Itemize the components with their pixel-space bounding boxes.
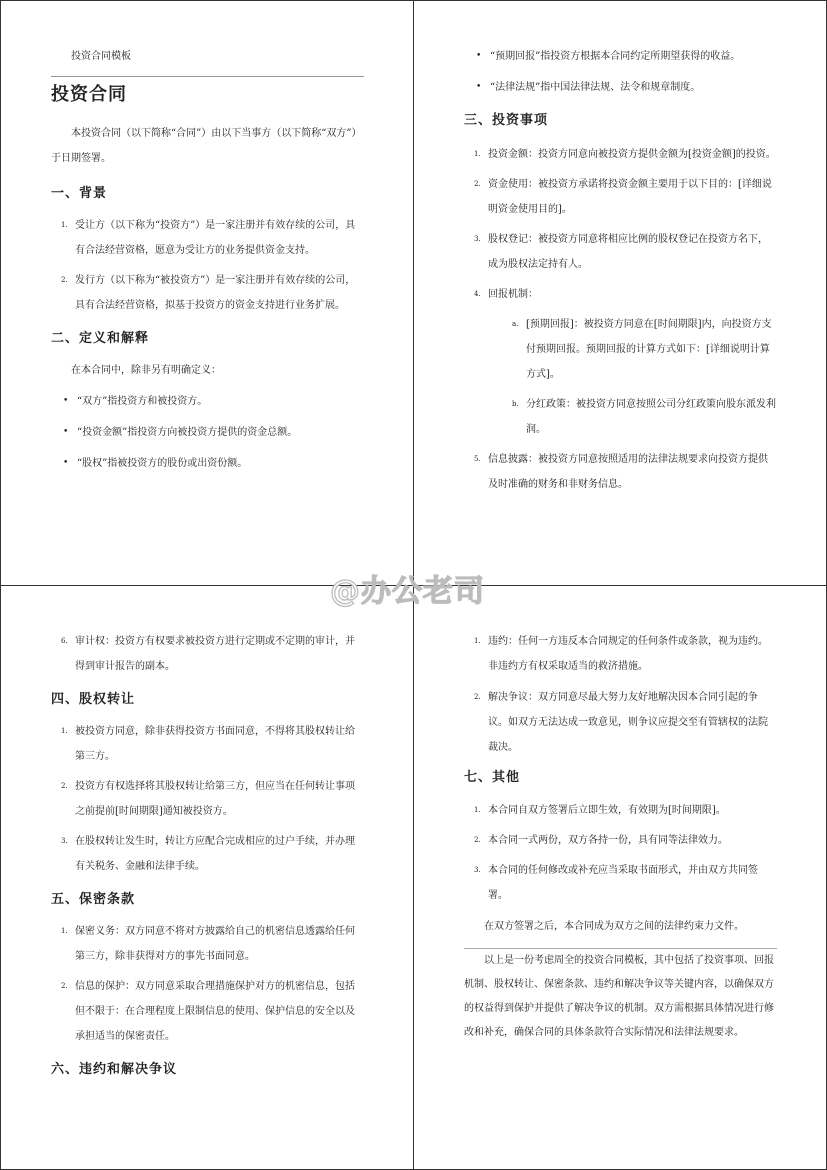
list-marker: 2.	[61, 982, 68, 990]
item-text: 审计权：投资方有权要求被投资方进行定期或不定期的审计，并得到审计报告的副本。	[75, 636, 355, 672]
item-text: 股权登记：被投资方同意将相应比例的股权登记在投资方名下，成为股权法定持有人。	[488, 234, 768, 270]
item-text: 回报机制：	[488, 289, 538, 300]
header-rule	[51, 76, 364, 77]
closing-paragraph: 在双方签署之后，本合同成为双方之间的法律约束力文件。	[484, 921, 744, 932]
list-marker: 5.	[474, 455, 481, 463]
list-marker: 4.	[474, 290, 481, 298]
list-marker: 1.	[474, 150, 481, 158]
item-text: 保密义务：双方同意不将对方披露给自己的机密信息透露给任何第三方，除非获得对方的事先书面同意。	[75, 926, 355, 962]
list-marker: 2.	[474, 836, 481, 844]
item-text: 受让方（以下称为“投资方”）是一家注册并有效存续的公司，具有合法经营资格，愿意为受让方的业务提供资金支持。	[75, 220, 356, 256]
item-text: “股权”指被投资方的股份或出资份额。	[77, 458, 248, 469]
list-item	[464, 858, 777, 908]
section-heading: 五、保密条款	[51, 892, 136, 907]
page-bottom-right	[464, 629, 777, 1045]
item-text: 在股权转让发生时，转让方应配合完成相应的过户手续，并办理有关税务、金融和法律手续。	[75, 836, 355, 872]
definition-item	[51, 389, 364, 414]
list-item	[51, 629, 364, 679]
intro-paragraph: 本投资合同（以下简称“合同”）由以下当事方（以下简称“双方”）于日期签署。	[51, 128, 362, 164]
list-marker: a.	[512, 320, 519, 328]
summary-paragraph: 以上是一份考虑周全的投资合同模板，其中包括了投资事项、回报机制、股权转让、保密条款、违约和解决争议等关键内容，以确保双方的权益得到保护并提供了解决争议的机制。双方需根据具体情况进行修改和补充，确保合同的具体条款符合实际情况和法律法规要求。	[464, 955, 774, 1038]
section-heading: 四、股权转让	[51, 692, 136, 707]
list-marker: •	[63, 396, 69, 406]
list-item	[51, 974, 364, 1049]
list-item	[51, 774, 364, 824]
definition-item	[51, 451, 364, 476]
list-marker: 1.	[474, 806, 481, 814]
item-text: “投资金额”指投资方向被投资方提供的资金总额。	[77, 427, 298, 438]
list-marker: 1.	[61, 927, 68, 935]
item-text: 本合同一式两份，双方各持一份，具有同等法律效力。	[488, 835, 728, 846]
item-text: 解决争议：双方同意尽最大努力友好地解决因本合同引起的争议。如双方无法达成一致意见，则争议应提交至有管辖权的法院裁决。	[488, 692, 768, 753]
list-item	[464, 282, 777, 307]
list-marker: 2.	[61, 276, 68, 284]
list-marker: 3.	[474, 235, 481, 243]
list-marker: 6.	[61, 637, 68, 645]
watermark: @办公老司	[330, 574, 485, 609]
section-heading: 一、背景	[51, 186, 108, 201]
list-item	[51, 919, 364, 969]
item-text: 信息的保护：双方同意采取合理措施保护对方的机密信息，包括但不限于：在合理程度上限制信息的使用、保护信息的安全以及承担适当的保密责任。	[75, 981, 355, 1042]
list-marker: 2.	[474, 693, 481, 701]
item-text: 信息披露：被投资方同意按照适用的法律法规要求向投资方提供及时准确的财务和非财务信息。	[488, 454, 768, 490]
list-marker: •	[476, 82, 482, 92]
item-text: “法律法规”指中国法律法规、法令和规章制度。	[490, 82, 701, 93]
list-item	[51, 268, 364, 318]
definitions-lead: 在本合同中，除非另有明确定义：	[71, 365, 221, 376]
sub-list-item	[464, 392, 777, 442]
definition-item	[464, 44, 777, 69]
list-item	[464, 172, 777, 222]
list-marker: •	[476, 51, 482, 61]
list-item	[51, 719, 364, 769]
page-bottom-left	[51, 629, 364, 1083]
item-text: 本合同的任何修改或补充应当采取书面形式，并由双方共同签署。	[488, 865, 758, 901]
doc-header: 投资合同模板	[71, 51, 131, 62]
definition-item	[464, 75, 777, 100]
item-text: “预期回报”指投资方根据本合同约定所期望获得的收益。	[490, 51, 741, 62]
list-marker: 2.	[474, 180, 481, 188]
item-text: 资金使用：被投资方承诺将投资金额主要用于以下目的：[详细说明资金使用目的]。	[488, 179, 772, 215]
list-item	[464, 798, 777, 823]
item-text: “双方”指投资方和被投资方。	[77, 396, 208, 407]
list-marker: 2.	[61, 782, 68, 790]
item-text: 投资方有权选择将其股权转让给第三方，但应当在任何转让事项之前提前[时间期限]通知被投资方。	[75, 781, 355, 817]
definition-item	[51, 420, 364, 445]
item-text: [预期回报]：被投资方同意在[时间期限]内，向投资方支付预期回报。预期回报的计算方式如下：[详细说明计算方式]。	[526, 319, 772, 380]
list-item	[464, 142, 777, 167]
list-marker: 3.	[61, 837, 68, 845]
list-marker: 3.	[474, 866, 481, 874]
item-text: 投资金额：投资方同意向被投资方提供金额为[投资金额]的投资。	[488, 149, 776, 160]
section-heading: 六、违约和解决争议	[51, 1062, 178, 1077]
list-item	[51, 213, 364, 263]
list-item	[464, 828, 777, 853]
item-text: 分红政策：被投资方同意按照公司分红政策向股东派发利润。	[526, 399, 776, 435]
list-item	[51, 829, 364, 879]
list-item	[464, 629, 777, 679]
page-top-right	[464, 44, 777, 497]
item-text: 本合同自双方签署后立即生效，有效期为[时间期限]。	[488, 805, 726, 816]
doc-title: 投资合同	[51, 84, 127, 105]
list-marker: 1.	[61, 221, 68, 229]
list-item	[464, 685, 777, 760]
section-heading: 七、其他	[464, 770, 521, 785]
item-text: 被投资方同意，除非获得投资方书面同意，不得将其股权转让给第三方。	[75, 726, 355, 762]
item-text: 违约：任何一方违反本合同规定的任何条件或条款，视为违约。非违约方有权采取适当的救济措施。	[488, 636, 768, 672]
list-item	[464, 227, 777, 277]
section-heading: 三、投资事项	[464, 113, 549, 128]
section-heading: 二、定义和解释	[51, 331, 150, 346]
sub-list-item	[464, 312, 777, 387]
list-marker: •	[63, 458, 69, 468]
list-item	[464, 447, 777, 497]
item-text: 发行方（以下称为“被投资方”）是一家注册并有效存续的公司，具有合法经营资格，拟基于投资方的资金支持进行业务扩展。	[75, 275, 356, 311]
list-marker: •	[63, 427, 69, 437]
list-marker: b.	[512, 400, 519, 408]
list-marker: 1.	[61, 727, 68, 735]
page-top-left	[51, 44, 364, 476]
list-marker: 1.	[474, 637, 481, 645]
